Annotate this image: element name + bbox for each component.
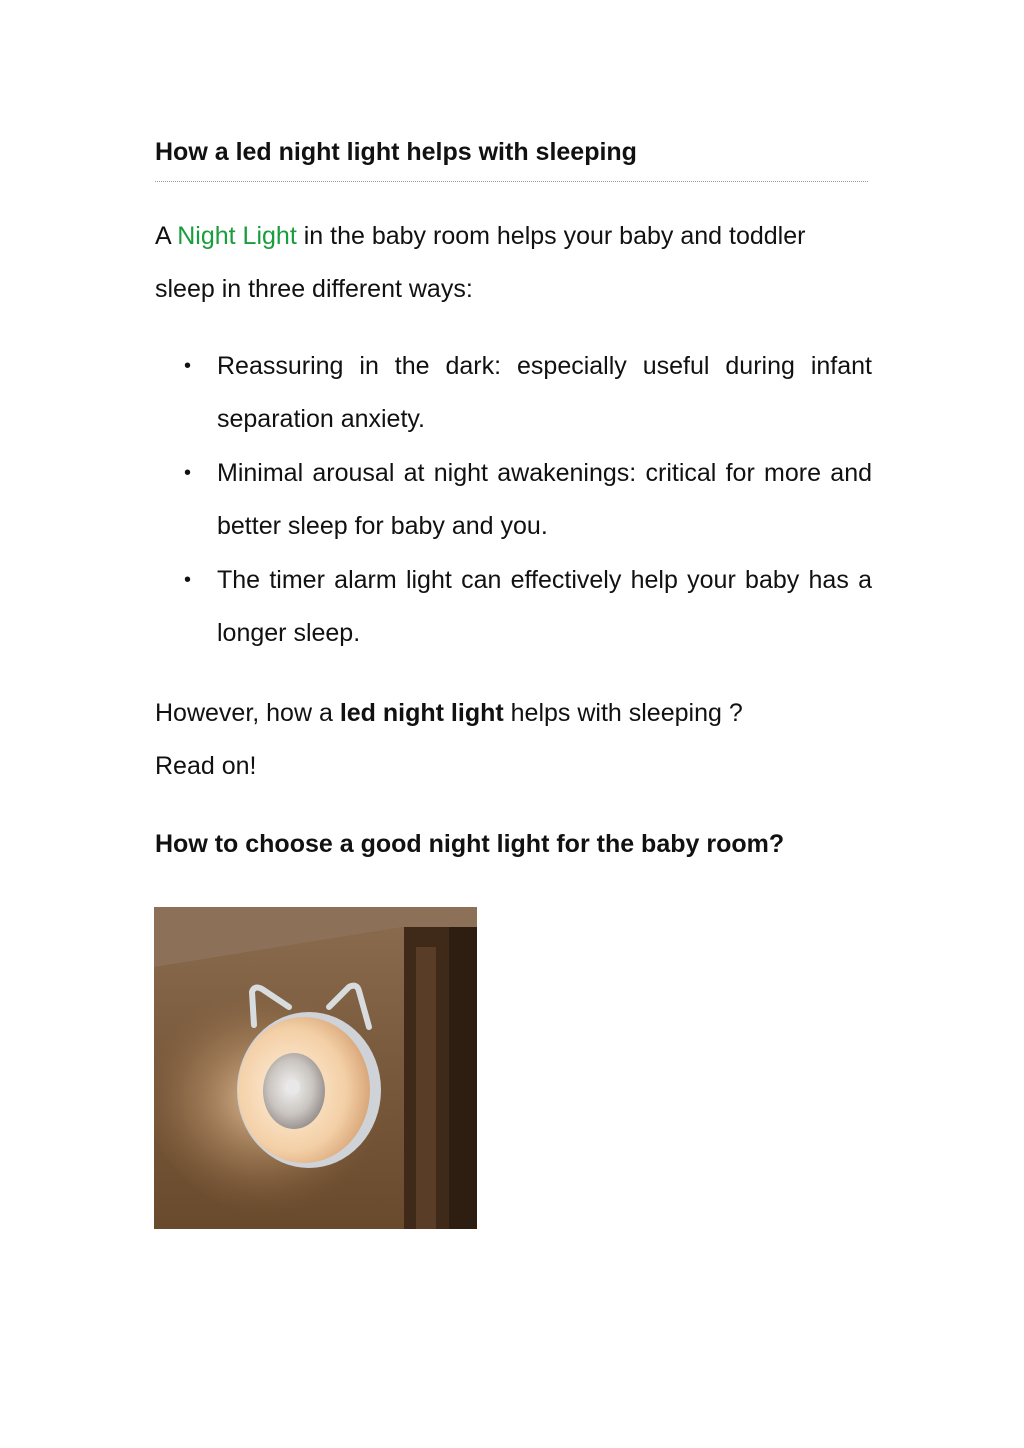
list-item-text: Reassuring in the dark: especially useful during infant separation anxiety. bbox=[217, 352, 872, 433]
title-divider bbox=[155, 181, 868, 182]
night-light-photo bbox=[154, 907, 477, 1229]
article-title: How a led night light helps with sleeping bbox=[155, 138, 637, 166]
benefits-list bbox=[155, 340, 872, 661]
list-item bbox=[155, 340, 872, 446]
bullet-icon: • bbox=[184, 569, 192, 591]
however-prefix: However, how a bbox=[155, 699, 340, 727]
bullet-icon: • bbox=[184, 462, 192, 484]
intro-prefix: A bbox=[155, 222, 178, 250]
intro-paragraph bbox=[155, 210, 872, 316]
however-paragraph bbox=[155, 687, 743, 740]
night-light-link[interactable]: Night Light bbox=[177, 222, 297, 250]
read-on-text: Read on! bbox=[155, 752, 257, 780]
list-item-text: Minimal arousal at night awakenings: critical for more and better sleep for baby and you. bbox=[217, 459, 872, 540]
however-suffix: helps with sleeping ? bbox=[503, 699, 743, 727]
list-item bbox=[155, 447, 872, 553]
list-item bbox=[155, 554, 872, 660]
list-item-text: The timer alarm light can effectively help your baby has a longer sleep. bbox=[217, 566, 872, 647]
section-subtitle: How to choose a good night light for the baby room? bbox=[155, 830, 785, 858]
however-bold-phrase: led night light bbox=[339, 699, 504, 727]
bullet-icon: • bbox=[184, 355, 192, 377]
intro-suffix: in the baby room helps your baby and toddler sleep in three different ways: bbox=[155, 222, 806, 303]
